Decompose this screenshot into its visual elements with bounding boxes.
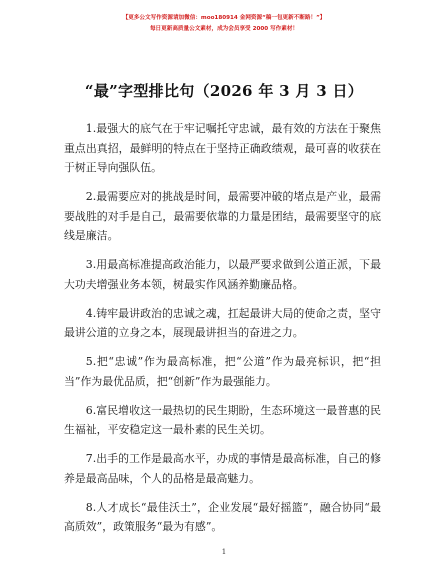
- paragraph-6: 6.富民增收这一最热切的民生期盼，生态环境这一最普惠的民生福祉，平安稳定这一最朴素的民生关切。: [64, 403, 381, 436]
- paragraph-8: 8.人才成长“最佳沃土”，企业发展“最好摇篮”，融合协同“最高质效”，政策服务“最为有感”。: [64, 500, 381, 533]
- promo-header-line-1: 【更多公文写作资源请加微信：moo180914 金网资源“稿一包更新不断路！”】: [122, 15, 326, 21]
- promo-header-line-2: 每日更新高质量公文素材，成为会员享受 2000 写作素材！: [149, 26, 299, 32]
- paragraph-4: 4.铸牢最讲政治的忠诚之魂，扛起最讲大局的使命之责，坚守最讲公道的立身之本，展现最讲担当的奋进之力。: [64, 306, 381, 339]
- document-title: “最”字型排比句（2026 年 3 月 3 日）: [84, 82, 364, 100]
- document-body: [64, 119, 381, 546]
- paragraph-7: 7.出手的工作是最高水平，办成的事情是最高标准，自己的修养是最高品味，个人的品格是最高魅力。: [64, 452, 381, 485]
- paragraph-1: 1.最强大的底气在于牢记嘱托守忠诚，最有效的方法在于聚焦重点出真招，最鲜明的特点在于坚持正确政绩观，最可喜的收获在于树正导向强队伍。: [64, 122, 381, 174]
- paragraph-5: 5.把“忠诚”作为最高标准，把“公道”作为最亮标识，把“担当”作为最优品质，把“创新”作为最强能力。: [64, 355, 381, 388]
- paragraph-2: 2.最需要应对的挑战是时间，最需要冲破的堵点是产业，最需要战胜的对手是自己，最需要依靠的力量是团结，最需要坚守的底线是廉洁。: [64, 190, 381, 242]
- page-number: 1: [221, 548, 227, 556]
- promo-header: [0, 13, 448, 35]
- paragraph-3: 3.用最高标准提高政治能力，以最严要求做到公道正派，下最大功夫增强业务本领，树最实作风涵养勤廉品格。: [64, 258, 381, 291]
